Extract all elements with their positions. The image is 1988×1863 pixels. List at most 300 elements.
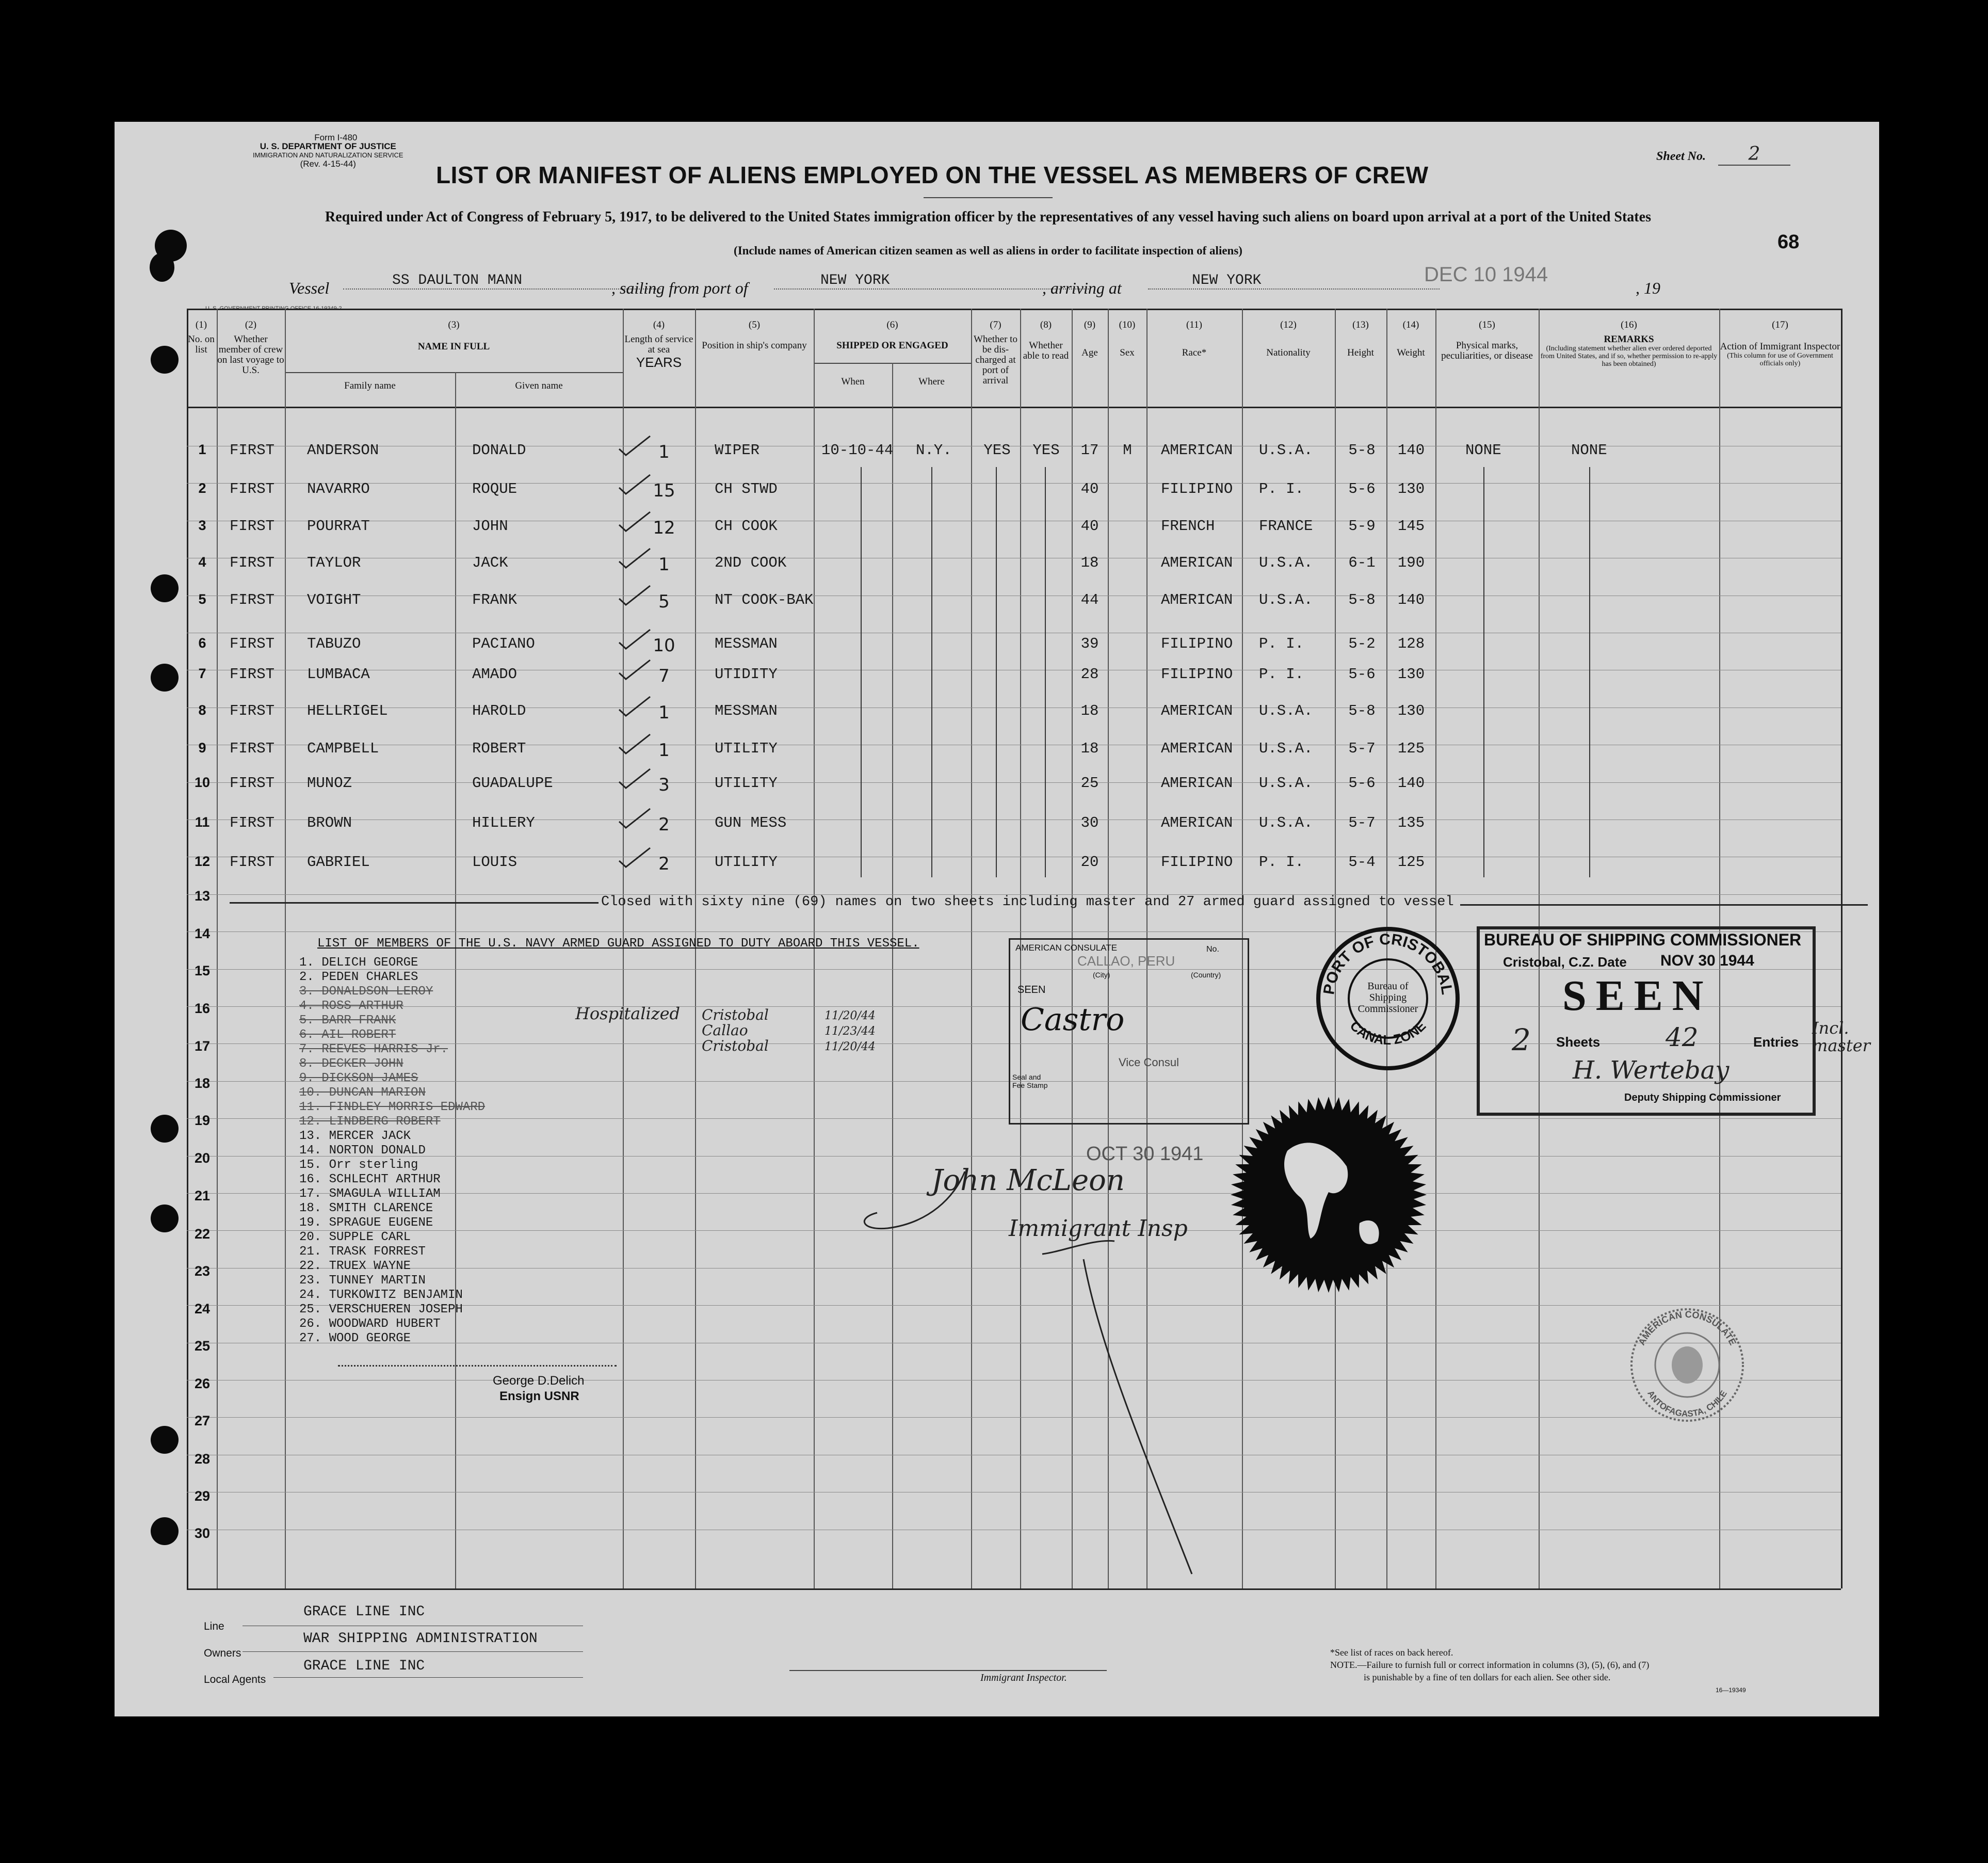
antofagasta-seal-top: AMERICAN CONSULATE [1636, 1309, 1738, 1347]
row-number-cell: 8 [198, 702, 206, 718]
race-cell: AMERICAN [1161, 702, 1233, 719]
given-name-cell: ROBERT [472, 740, 526, 757]
checkmark-icon [617, 546, 653, 572]
col-11-num: (11) [1186, 319, 1202, 330]
col-7-header [971, 320, 1020, 386]
consulate-signature: Castro [1021, 1002, 1125, 1038]
given-name-cell: ROQUE [472, 480, 518, 497]
given-name-cell: HAROLD [472, 702, 526, 719]
bureau-entries-number: 42 [1666, 1022, 1699, 1052]
consulate-no: No. [1206, 945, 1219, 954]
col-7-num: (7) [990, 319, 1001, 330]
immigrant-inspector-label: Immigrant Inspector. [980, 1672, 1067, 1683]
row-number-cell: 10 [194, 775, 211, 790]
guard-member: 20. SUPPLE CARL [299, 1230, 411, 1244]
footer-rule [187, 1588, 1841, 1590]
given-name-cell: LOUIS [472, 854, 518, 871]
column-rule [285, 309, 286, 1588]
last-voyage-cell: FIRST [230, 518, 275, 535]
age-cell: 20 [1080, 854, 1099, 871]
row-number-cell: 21 [194, 1188, 211, 1203]
closed-note: Closed with sixty nine (69) names on two sheets including master and 27 armed guard assigned to vessel [601, 894, 1454, 910]
nationality-cell: U.S.A. [1259, 775, 1313, 792]
position-cell: MESSMAN [715, 635, 778, 652]
weight-cell: 145 [1397, 518, 1425, 535]
race-cell: AMERICAN [1161, 775, 1233, 792]
row-number-cell: 25 [194, 1338, 211, 1354]
service-years-cell: 2 [658, 854, 670, 874]
guard-member: 3. DONALDSON LEROY [299, 985, 433, 999]
height-cell: 5-6 [1348, 666, 1376, 683]
guard-member: 1. DELICH GEORGE [299, 956, 418, 970]
checkmark-icon [617, 472, 653, 498]
height-cell: 5-8 [1348, 442, 1376, 459]
date-stamp: DEC 10 1944 [1424, 263, 1548, 286]
consulate-country-label: (Country) [1191, 971, 1221, 979]
family-name-header: Family name [344, 380, 396, 391]
sex-cell: M [1123, 442, 1132, 459]
age-cell: 17 [1080, 442, 1099, 459]
col-16-label: REMARKS [1604, 334, 1654, 345]
age-cell: 28 [1080, 666, 1099, 683]
col-16-sub: (Including statement whether alien ever ordered deported from United States, and if so, whether permission to re-apply has been obtained) [1540, 345, 1718, 368]
ditto-mark [931, 467, 932, 877]
remarks-cell: NONE [1571, 442, 1607, 459]
family-name-cell: GABRIEL [307, 854, 370, 871]
height-cell: 5-2 [1348, 635, 1376, 652]
height-cell: 5-8 [1348, 702, 1376, 719]
guard-member: 12. LINDBERG ROBERT [299, 1115, 441, 1129]
agents-label: Local Agents [204, 1674, 266, 1685]
service: IMMIGRATION AND NATURALIZATION SERVICE [253, 151, 403, 159]
height-cell: 5-9 [1348, 518, 1376, 535]
punch-hole [151, 574, 179, 602]
bureau-sheets-number: 2 [1512, 1022, 1531, 1057]
checkmark-icon [617, 657, 653, 683]
able-to-read-cell: YES [1032, 442, 1060, 459]
col-11-header [1146, 320, 1242, 358]
col-5-header [695, 320, 814, 351]
physical-marks-cell: NONE [1465, 442, 1501, 459]
service-years-cell: 7 [658, 666, 670, 686]
row-number-cell: 18 [194, 1075, 211, 1091]
age-cell: 39 [1080, 635, 1099, 652]
header-bottom-rule [187, 407, 1841, 408]
col-9-num: (9) [1084, 319, 1096, 330]
form-id-block [253, 133, 403, 168]
family-name-cell: MUNOZ [307, 775, 352, 792]
discharged-cell: YES [983, 442, 1011, 459]
hospital-date: 11/20/44 [825, 1040, 876, 1053]
antofagasta-seal-bottom: ANTOFAGASTA, CHILE [1645, 1389, 1729, 1419]
given-name-header: Given name [515, 380, 563, 391]
guard-member: 27. WOOD GEORGE [299, 1331, 411, 1345]
given-name-cell: AMADO [472, 666, 518, 683]
name-rule [285, 372, 623, 373]
row-number-cell: 7 [198, 666, 206, 681]
punch-hole [151, 346, 179, 374]
inspector-signature-line [789, 1670, 1107, 1671]
service-years-cell: 1 [658, 554, 670, 575]
service-years-cell: 3 [658, 775, 670, 795]
row-number-cell: 22 [194, 1226, 211, 1242]
guard-member: 9. DICKSON JAMES [299, 1071, 418, 1085]
position-cell: UTIDITY [715, 666, 778, 683]
svg-text:CANAL ZONE [1347, 1018, 1429, 1048]
position-cell: UTILITY [715, 740, 778, 757]
row-rule [187, 1156, 1841, 1157]
guard-member: 23. TUNNEY MARTIN [299, 1274, 426, 1288]
col-15-num: (15) [1479, 319, 1495, 330]
col-13-num: (13) [1352, 319, 1369, 330]
col-4-unit: YEARS [636, 355, 682, 370]
race-cell: FRENCH [1161, 518, 1215, 535]
ditto-mark [1483, 467, 1484, 877]
nationality-cell: FRANCE [1259, 518, 1313, 535]
family-name-cell: VOIGHT [307, 591, 361, 608]
owners-value: WAR SHIPPING ADMINISTRATION [303, 1631, 538, 1647]
nationality-cell: P. I. [1259, 854, 1304, 871]
ditto-mark [1589, 467, 1590, 877]
age-cell: 44 [1080, 591, 1099, 608]
row-number-cell: 9 [198, 740, 206, 756]
closing-line-left [230, 902, 599, 904]
service-years-cell: 12 [653, 518, 675, 538]
guard-member: 17. SMAGULA WILLIAM [299, 1187, 441, 1201]
shipped-where-cell: N.Y. [916, 442, 952, 459]
family-name-cell: CAMPBELL [307, 740, 379, 757]
antofagasta-consulate-seal [1625, 1303, 1749, 1427]
vessel-name: SS DAULTON MANN [343, 272, 660, 290]
row-number-cell: 27 [194, 1413, 211, 1428]
service-years-cell: 1 [658, 442, 670, 462]
checkmark-icon [617, 509, 653, 535]
height-cell: 5-8 [1348, 591, 1376, 608]
col-1-num: (1) [195, 319, 207, 330]
race-cell: AMERICAN [1161, 442, 1233, 459]
col-17-num: (17) [1772, 319, 1788, 330]
last-voyage-cell: FIRST [230, 442, 275, 459]
row-number-cell: 3 [198, 518, 206, 533]
nationality-cell: U.S.A. [1259, 740, 1313, 757]
col-9-header [1072, 320, 1108, 358]
ink-blot [150, 253, 174, 282]
service-years-cell: 15 [653, 480, 675, 501]
service-years-cell: 10 [653, 635, 675, 656]
height-cell: 5-7 [1348, 740, 1376, 757]
race-cell: AMERICAN [1161, 740, 1233, 757]
col-12-num: (12) [1280, 319, 1297, 330]
include-note: (Include names of American citizen seamen as well as aliens in order to facilitate inspection of aliens) [734, 244, 1242, 257]
punch-hole [151, 1115, 179, 1143]
arriving-label: , arriving at [1042, 279, 1122, 297]
form-number: Form I-480 [314, 133, 358, 142]
weight-cell: 135 [1397, 814, 1425, 831]
col-10-label: Sex [1120, 347, 1135, 358]
line-value: GRACE LINE INC [303, 1604, 425, 1620]
col-8-header [1020, 320, 1072, 361]
bureau-title: BUREAU OF SHIPPING COMMISSIONER [1484, 930, 1802, 949]
vessel-label: Vessel [289, 279, 330, 297]
guard-member: 2. PEDEN CHARLES [299, 970, 418, 984]
age-cell: 18 [1080, 740, 1099, 757]
guard-member: 10. DUNCAN MARION [299, 1086, 426, 1100]
weight-cell: 140 [1397, 442, 1425, 459]
given-name-cell: HILLERY [472, 814, 535, 831]
bureau-sheets-label: Sheets [1556, 1034, 1601, 1050]
consulate-seen: SEEN [1017, 984, 1046, 995]
guard-signer: George D.Delich [493, 1374, 585, 1388]
service-years-cell: 5 [658, 591, 670, 612]
race-cell: FILIPINO [1161, 480, 1233, 497]
position-cell: MESSMAN [715, 702, 778, 719]
page-title: LIST OR MANIFEST OF ALIENS EMPLOYED ON THE VESSEL AS MEMBERS OF CREW [436, 162, 1429, 188]
family-name-cell: HELLRIGEL [307, 702, 388, 719]
guard-member: 7. REEVES HARRIS Jr. [299, 1042, 448, 1056]
col-12-header [1242, 320, 1335, 358]
column-rule [217, 309, 218, 1588]
checkmark-icon [617, 694, 653, 720]
guard-member: 11. FINDLEY MORRIS EDWARD [299, 1100, 486, 1114]
col-16-header [1539, 320, 1719, 368]
weight-cell: 125 [1397, 740, 1425, 757]
row-number-cell: 5 [198, 591, 206, 607]
given-name-cell: FRANK [472, 591, 518, 608]
ditto-mark [1045, 467, 1046, 877]
row-number-cell: 24 [194, 1301, 211, 1316]
col-4-label: Length of service at sea [624, 334, 693, 355]
row-number-cell: 30 [194, 1525, 211, 1541]
consulate-title: AMERICAN CONSULATE [1015, 943, 1118, 953]
race-cell: AMERICAN [1161, 591, 1233, 608]
bureau-seen-stamp [1477, 926, 1816, 1116]
col-1-label: No. on list [188, 334, 215, 355]
row-number-cell: 11 [195, 814, 210, 830]
svg-text:ANTOFAGASTA, CHILE [1645, 1389, 1729, 1419]
form-code: 16—19349 [1716, 1687, 1746, 1694]
consulate-city-label: (City) [1093, 971, 1110, 979]
col-8-num: (8) [1040, 319, 1052, 330]
title-rule [924, 197, 1053, 198]
consulate-city: CALLAO, PERU [1077, 953, 1175, 969]
height-cell: 6-1 [1348, 554, 1376, 571]
col-10-num: (10) [1119, 319, 1136, 330]
guard-member: 26. WOODWARD HUBERT [299, 1317, 441, 1331]
punch-hole [151, 1517, 179, 1545]
position-cell: UTILITY [715, 854, 778, 871]
seal-fee-label: Seal and Fee Stamp [1012, 1073, 1048, 1089]
callao-consulate-stamp [1009, 938, 1249, 1125]
position-cell: WIPER [715, 442, 760, 459]
family-name-cell: BROWN [307, 814, 352, 831]
punch-hole [151, 1426, 179, 1454]
col-13-label: Height [1347, 347, 1374, 358]
checkmark-icon [617, 806, 653, 832]
nationality-cell: U.S.A. [1259, 442, 1313, 459]
agents-value: GRACE LINE INC [303, 1658, 425, 1674]
sailing-port: NEW YORK [774, 272, 1089, 290]
row-number-cell: 2 [198, 480, 206, 496]
weight-cell: 130 [1397, 666, 1425, 683]
service-years-cell: 1 [658, 702, 670, 723]
row-number-cell: 28 [194, 1451, 211, 1467]
row-number-cell: 26 [194, 1376, 211, 1391]
age-cell: 25 [1080, 775, 1099, 792]
port-seal-top-text: PORT OF CRISTOBAL [1320, 930, 1456, 996]
svg-text:AMERICAN CONSULATE [1636, 1309, 1738, 1347]
nationality-cell: U.S.A. [1259, 814, 1313, 831]
row-number-cell: 12 [194, 854, 211, 869]
col-4-num: (4) [653, 319, 665, 330]
col-3-num: (3) [448, 319, 460, 330]
last-voyage-cell: FIRST [230, 635, 275, 652]
race-cell: AMERICAN [1161, 814, 1233, 831]
col-2-header [217, 320, 285, 376]
guard-member: 13. MERCER JACK [299, 1129, 411, 1143]
bureau-entries-label: Entries [1753, 1034, 1799, 1050]
age-cell: 18 [1080, 554, 1099, 571]
inspector-name: John McLeon [931, 1164, 1125, 1197]
guard-member: 25. VERSCHUEREN JOSEPH [299, 1303, 463, 1316]
guard-list-end-rule [338, 1365, 617, 1367]
nationality-cell: U.S.A. [1259, 554, 1313, 571]
row-number-cell: 19 [194, 1113, 211, 1128]
family-name-cell: TAYLOR [307, 554, 361, 571]
last-voyage-cell: FIRST [230, 814, 275, 831]
guard-member: 15. Orr sterling [299, 1158, 418, 1172]
races-note: *See list of races on back hereof. [1330, 1647, 1453, 1658]
checkmark-icon [617, 433, 653, 459]
col-8-label: Whether able to read [1023, 340, 1069, 361]
family-name-cell: NAVARRO [307, 480, 370, 497]
department: U. S. DEPARTMENT OF JUSTICE [260, 141, 396, 151]
age-cell: 30 [1080, 814, 1099, 831]
service-years-cell: 2 [658, 814, 670, 835]
guard-member: 24. TURKOWITZ BENJAMIN [299, 1288, 463, 1302]
agents-rule [273, 1677, 583, 1678]
race-cell: FILIPINO [1161, 666, 1233, 683]
bureau-signature: H. Wertebay [1573, 1056, 1730, 1085]
col-3-header [285, 320, 623, 352]
guard-member: 22. TRUEX WAYNE [299, 1259, 411, 1273]
last-voyage-cell: FIRST [230, 854, 275, 871]
checkmark-icon [617, 766, 653, 792]
column-rule [455, 372, 456, 1588]
weight-cell: 140 [1397, 775, 1425, 792]
checkmark-icon [617, 583, 653, 609]
shipped-when-cell: 10-10-44 [821, 442, 894, 459]
row-number-cell: 17 [194, 1038, 211, 1054]
bureau-seen: SEEN [1562, 972, 1713, 1020]
height-cell: 5-6 [1348, 480, 1376, 497]
nationality-cell: P. I. [1259, 635, 1304, 652]
fine-note-1: NOTE.—Failure to furnish full or correct information in columns (3), (5), (6), and (7) [1330, 1660, 1650, 1670]
last-voyage-cell: FIRST [230, 591, 275, 608]
position-cell: NT COOK-BAK [715, 591, 814, 608]
col-17-sub: (This column for use of Government officials only) [1727, 352, 1833, 367]
col-14-header [1386, 320, 1435, 358]
last-voyage-cell: FIRST [230, 480, 275, 497]
arrival-port: NEW YORK [1148, 272, 1440, 290]
bureau-place: Cristobal, C.Z. Date [1503, 954, 1627, 970]
weight-cell: 125 [1397, 854, 1425, 871]
guard-member: 5. BARR FRANK [299, 1014, 396, 1027]
revision: (Rev. 4-15-44) [300, 159, 356, 169]
age-cell: 18 [1080, 702, 1099, 719]
guard-member: 4. ROSS ARTHUR [299, 999, 403, 1013]
hospital-date: 11/20/44 [825, 1009, 876, 1022]
guard-member: 8. DECKER JOHN [299, 1057, 403, 1071]
col-4-header [623, 319, 695, 370]
inspector-title: Immigrant Insp [1009, 1215, 1188, 1242]
hospitalized-note: Hospitalized [575, 1004, 680, 1023]
row-number-cell: 15 [194, 963, 211, 978]
col-3-label: NAME IN FULL [417, 341, 490, 352]
column-rule [187, 309, 188, 1588]
line-label: Line [204, 1620, 224, 1632]
port-seal-center-text: Bureau of Shipping Commissioner [1357, 981, 1418, 1015]
column-rule [1841, 309, 1842, 1588]
closing-line-right [1460, 904, 1868, 906]
hospital-date: 11/23/44 [825, 1025, 876, 1038]
nationality-cell: U.S.A. [1259, 702, 1313, 719]
col-17-header [1719, 320, 1841, 367]
col-11-label: Race* [1182, 347, 1207, 358]
sailing-label: , sailing from port of [611, 279, 748, 297]
col-2-num: (2) [245, 319, 257, 330]
col-6-num: (6) [886, 319, 898, 330]
guard-member: 6. AIL ROBERT [299, 1028, 396, 1042]
col-10-header [1108, 320, 1146, 358]
bureau-officer: Deputy Shipping Commissioner [1624, 1092, 1781, 1103]
height-cell: 5-7 [1348, 814, 1376, 831]
height-cell: 5-6 [1348, 775, 1376, 792]
col-9-label: Age [1081, 347, 1098, 358]
shipped-when-header: When [841, 376, 865, 387]
position-cell: UTILITY [715, 775, 778, 792]
race-cell: FILIPINO [1161, 635, 1233, 652]
col-6-header [814, 320, 971, 351]
row-number-cell: 14 [194, 926, 211, 941]
col-13-header [1335, 320, 1386, 358]
last-voyage-cell: FIRST [230, 554, 275, 571]
hospital-place: Callao [702, 1022, 748, 1039]
weight-cell: 128 [1397, 635, 1425, 652]
given-name-cell: DONALD [472, 442, 526, 459]
row-number-cell: 1 [198, 442, 206, 457]
position-cell: CH STWD [715, 480, 778, 497]
last-voyage-cell: FIRST [230, 775, 275, 792]
row-number-cell: 20 [194, 1150, 211, 1166]
col-15-label: Physical marks, peculiarities, or disease [1441, 340, 1533, 361]
page-number: 68 [1777, 231, 1800, 253]
family-name-cell: TABUZO [307, 635, 361, 652]
height-cell: 5-4 [1348, 854, 1376, 871]
row-number-cell: 16 [194, 1001, 211, 1016]
guard-rank: Ensign USNR [499, 1389, 579, 1403]
given-name-cell: JOHN [472, 518, 508, 535]
age-cell: 40 [1080, 480, 1099, 497]
sheet-number: 2 [1718, 143, 1790, 166]
col-17-label: Action of Immigrant Inspector [1720, 341, 1840, 352]
col-15-header [1435, 320, 1539, 361]
position-cell: CH COOK [715, 518, 778, 535]
service-years-cell: 1 [658, 740, 670, 761]
incl-master-note: Incl. master [1812, 1018, 1870, 1055]
col-16-num: (16) [1621, 319, 1637, 330]
family-name-cell: POURRAT [307, 518, 370, 535]
nationality-cell: P. I. [1259, 480, 1304, 497]
